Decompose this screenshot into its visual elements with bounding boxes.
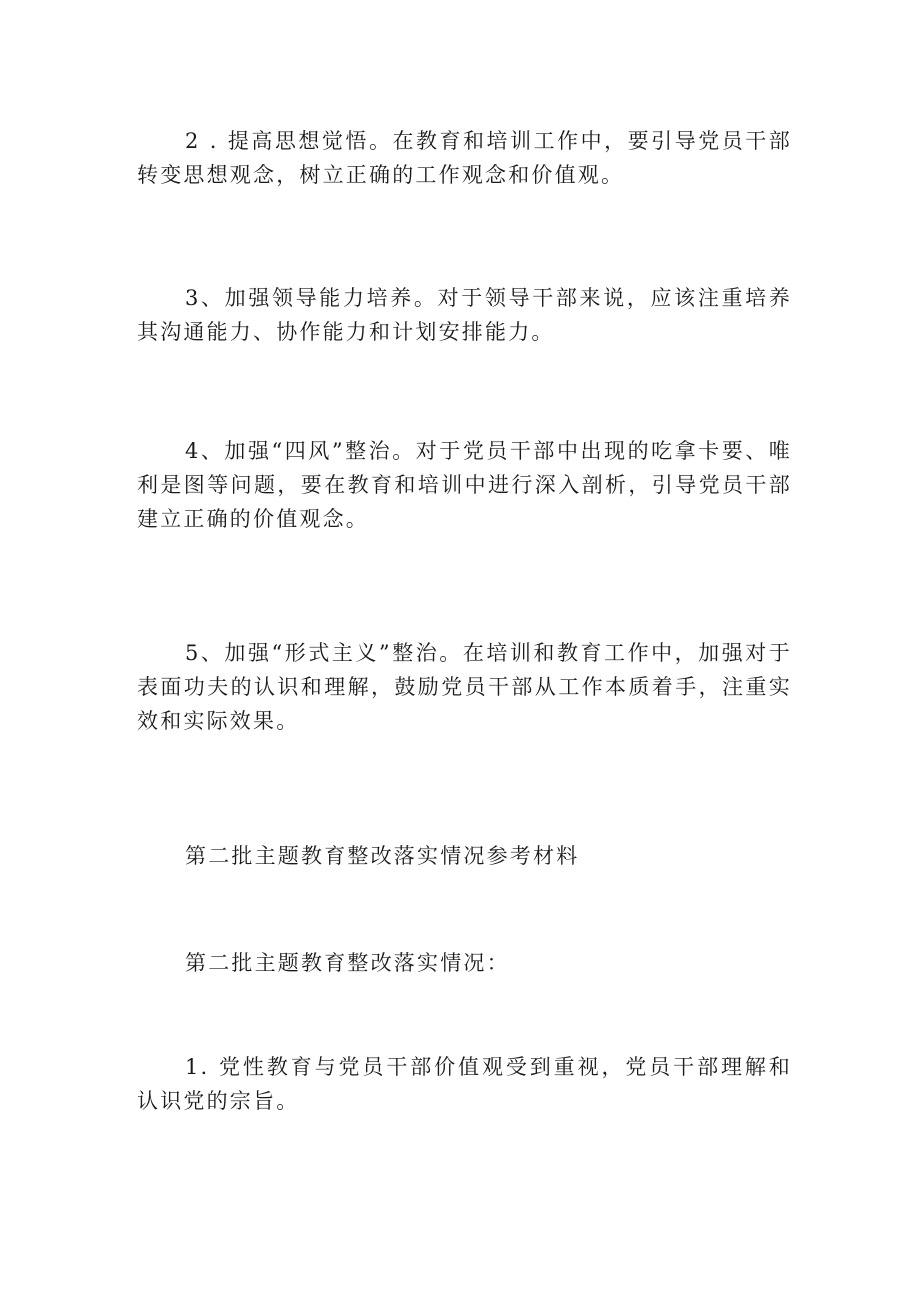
paragraph-item-1: 1. 党性教育与党员干部价值观受到重视，党员干部理解和认识党的宗旨。 [137,1055,792,1113]
paragraph-item-3: 3、加强领导能力培养。对于领导干部来说，应该注重培养其沟通能力、协作能力和计划安排能力。 [137,286,792,344]
section-title: 第二批主题教育整改落实情况参考材料 [185,844,580,868]
paragraph-item-2: 2 . 提高思想觉悟。在教育和培训工作中，要引导党员干部转变思想观念，树立正确的工作观念和价值观。 [137,129,792,187]
section-subtitle: 第二批主题教育整改落实情况： [185,951,510,975]
paragraph-item-4: 4、加强“四风”整治。对于党员干部中出现的吃拿卡要、唯利是图等问题，要在教育和培训中进行深入剖析，引导党员干部建立正确的价值观念。 [137,439,792,531]
paragraph-item-5: 5、加强“形式主义”整治。在培训和教育工作中，加强对于表面功夫的认识和理解，鼓励党员干部从工作本质着手，注重实效和实际效果。 [137,641,792,733]
